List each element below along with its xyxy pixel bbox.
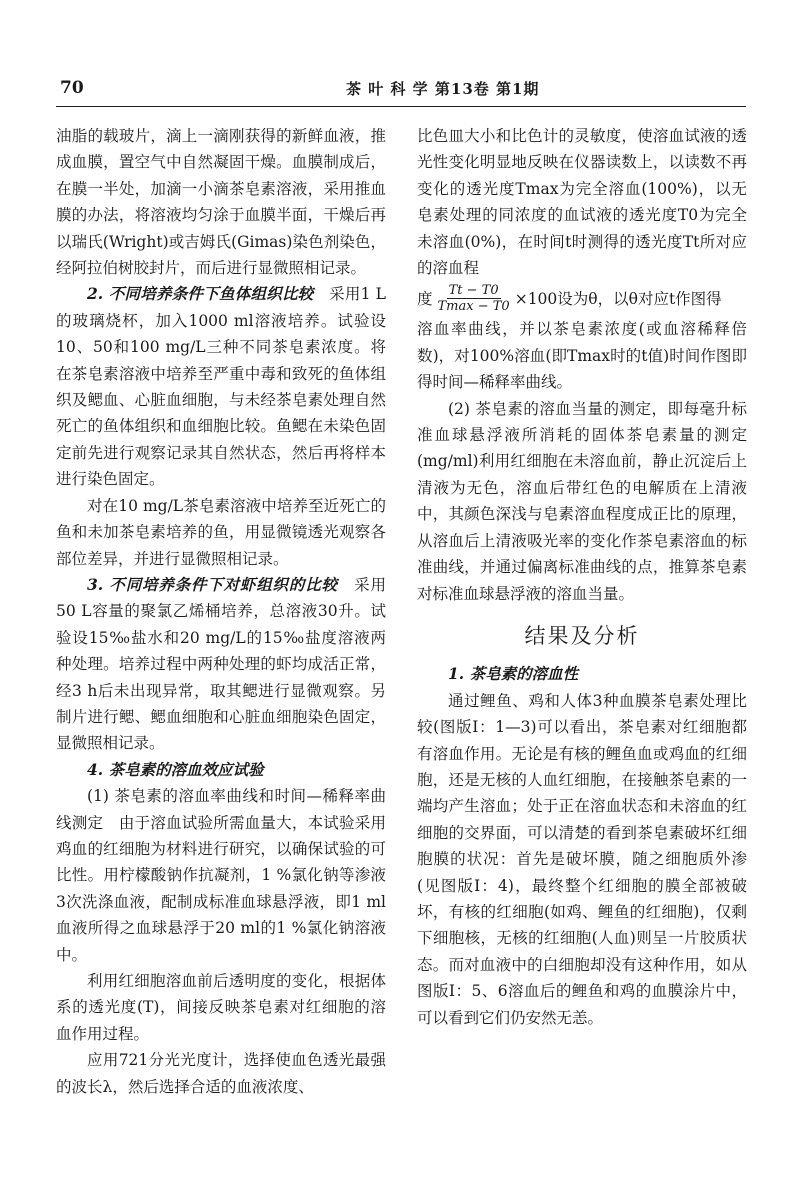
subsection-title: 2. 不同培养条件下鱼体组织比较 (87, 284, 314, 304)
paragraph-text: 由于溶血试验所需血量大，本试验采用鸡血的红细胞为材料进行研究，以确保试验的可比性。用柠檬酸钠作抗凝剂，1 %氯化钠等渗液3次洗涤血液，配制成标准血球悬浮液，即1 ml血液所得之血球悬浮于20 ml的1 %氯化钠溶液中。 (56, 813, 386, 964)
paragraph (56, 572, 386, 757)
paragraph: (2) 茶皂素的溶血当量的测定，即每毫升标准血球悬浮液所消耗的固体茶皂素量的测定(mg/ml)利用红细胞在未溶血前，静止沉淀后上清液为无色，溶血后带红色的电解质在上清液中，其颜色深浅与皂素溶血程度成正比的原理，从溶血后上清液吸光率的变化作茶皂素溶血的标准曲线，并通过偏离标准曲线的点，推算茶皂素对标准血球悬浮液的溶血当量。 (417, 399, 747, 603)
formula-numerator: Tt − T0 (448, 283, 499, 299)
formula-lead: 度 (417, 289, 433, 308)
formula-tail: ×100设为θ，以θ对应t作图得 (514, 289, 722, 308)
paragraph: 比色皿大小和比色计的灵敏度，使溶血试液的透光性变化明显地反映在仪器读数上，以读数不再变化的透光度Tmax为完全溶血(100%)，以无皂素处理的同浓度的血试液的透光度T0为完全未溶血(0%)，在时间t时测得的透光度Tt所对应的溶血程 (417, 127, 747, 278)
paragraph-text: 采用50 L容量的聚氯乙烯桶培养，总溶液30升。试验设15‰盐水和20 mg/L的15‰盐度溶液两种处理。培养过程中两种处理的虾均成活正常，经3 h后未出现异常，取其鳃进行显微观察。另制片进行鳃、鳃血细胞和心脏血细胞染色固定，显微照相记录。 (56, 575, 386, 753)
journal-title: 茶 叶 科 学 第13卷 第1期 (346, 80, 540, 98)
paragraph: 油脂的载玻片，滴上一滴刚获得的新鲜血液，推成血膜，置空气中自然凝固干燥。血膜制成后，在膜一半处，加滴一小滴茶皂素溶液，采用推血膜的办法，将溶液均匀涂于血膜半面，干燥后再以瑞氏(Wright)或吉姆氏(Gimas)染色剂染色，经阿拉伯树胶封片，而后进行显微照相记录。 (56, 127, 386, 278)
left-column (56, 123, 386, 1100)
paragraph: 利用红细胞溶血前后透明度的变化，根据体系的透光度(T)，间接反映茶皂素对红细胞的溶血作用过程。 (56, 972, 386, 1043)
paragraph-text: 采用1 L的玻璃烧杯，加入1000 ml溶液培养。试验设10、50和100 mg/L三种不同茶皂素浓度。将在茶皂素溶液中培养至严重中毒和致死的鱼体组织及鳃血、心脏血细胞，与未经茶皂素处理自然死亡的鱼体组织和血细胞比较。鱼鳃在未染色固定前先进行观察记录其自然状态，然后再将样本进行染色固定。 (56, 285, 386, 489)
formula-denominator: Tmax − T0 (437, 299, 510, 315)
subsection-title-text: 1. 茶皂素的溶血性 (448, 664, 579, 684)
section-title: 结果及分析 (524, 623, 640, 648)
subsection-title-text: 4. 茶皂素的溶血效应试验 (87, 759, 264, 779)
paragraph-lead: (1) 茶皂素的溶血率曲线和时间—稀释率曲线测定 (56, 787, 386, 832)
paragraph (56, 783, 386, 968)
paragraph: 通过鲤鱼、鸡和人体3种血膜茶皂素处理比较(图版Ⅰ：1—3)可以看出，茶皂素对红细胞都有溶血作用。无论是有核的鲤鱼血或鸡血的红细胞，还是无核的人血红细胞，在接触茶皂素的一端均产生溶血；处于正在溶血状态和未溶血的红细胞的交界面，可以清楚的看到茶皂素破坏红细胞膜的状况：首先是破坏膜，随之细胞质外渗(见图版Ⅰ：4)，最终整个红细胞的膜全部被破坏，有核的红细胞(如鸡、鲤鱼的红细胞)，仅剩下细胞核，无核的红细胞(人血)则呈一片胶质状态。而对血液中的白细胞却没有这种作用，如从图版Ⅰ：5、6溶血后的鲤鱼和鸡的血膜涂片中，可以看到它们仍安然无恙。 (417, 691, 747, 1027)
page-number: 70 (60, 78, 84, 98)
subsection-title: 3. 不同培养条件下对虾组织的比较 (87, 574, 338, 594)
formula-fraction (436, 283, 512, 314)
paragraph (56, 281, 386, 492)
paragraph: 溶血率曲线，并以茶皂素浓度(或血溶稀释倍数)，对100%溶血(即Tmax时的t值)时间作图即得时间—稀释率曲线。 (417, 320, 747, 392)
paragraph: 对在10 mg/L茶皂素溶液中培养至近死亡的鱼和未加茶皂素培养的鱼，用显微镜透光观察各部位差异，并进行显微照相记录。 (56, 496, 386, 568)
right-column (417, 123, 747, 1031)
paragraph: 应用721分光光度计，选择使血色透光最强的波长λ，然后选择合适的血液浓度、 (56, 1051, 386, 1096)
subsection-title (417, 661, 747, 687)
formula-line (417, 283, 747, 314)
running-header (56, 76, 746, 107)
subsection-title (56, 757, 386, 783)
